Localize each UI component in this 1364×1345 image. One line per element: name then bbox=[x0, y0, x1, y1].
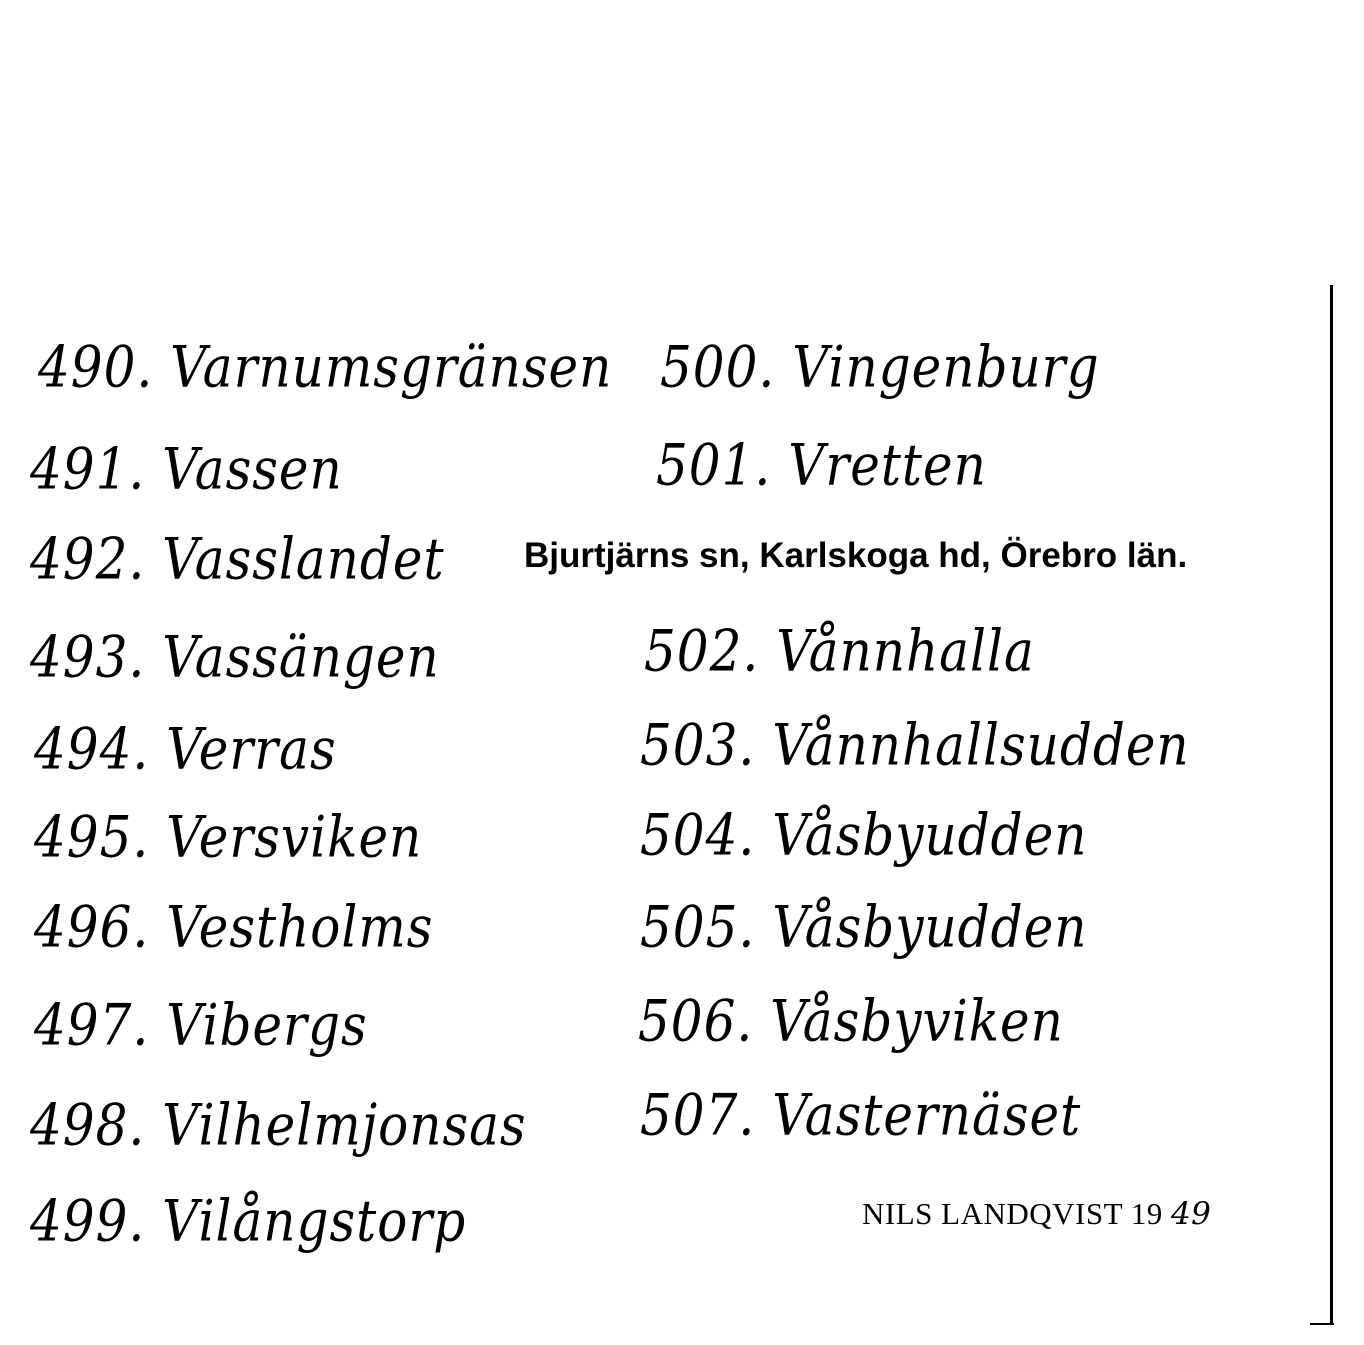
entry-number: 496. bbox=[34, 893, 150, 961]
collector-name: NILS LANDQVIST 19 bbox=[862, 1196, 1163, 1231]
list-item bbox=[34, 893, 434, 961]
place-name: Våsbyudden bbox=[772, 801, 1088, 869]
place-name: Vånnhallsudden bbox=[772, 711, 1190, 779]
list-item bbox=[30, 623, 440, 691]
place-name: Vilångstorp bbox=[162, 1187, 467, 1255]
list-item bbox=[34, 715, 337, 783]
entry-number: 500. bbox=[660, 333, 776, 401]
entry-number: 491. bbox=[30, 435, 146, 503]
list-item bbox=[660, 333, 1100, 401]
place-name: Våsbyudden bbox=[772, 893, 1088, 961]
card-edge-line bbox=[1330, 285, 1333, 1325]
entry-number: 497. bbox=[34, 991, 150, 1059]
entry-number: 501. bbox=[656, 431, 772, 499]
place-name: Vilhelmjonsas bbox=[162, 1091, 527, 1159]
list-item bbox=[30, 1187, 467, 1255]
list-item bbox=[656, 431, 987, 499]
card-corner-mark bbox=[1310, 1323, 1334, 1325]
list-item bbox=[644, 617, 1035, 685]
list-item bbox=[34, 803, 423, 871]
entry-number: 495. bbox=[34, 803, 150, 871]
place-name: Vestholms bbox=[166, 893, 434, 961]
entry-number: 494. bbox=[34, 715, 150, 783]
list-item bbox=[38, 333, 613, 401]
place-name: Våsbyviken bbox=[770, 987, 1064, 1055]
entry-number: 499. bbox=[30, 1187, 146, 1255]
entry-number: 490. bbox=[38, 333, 154, 401]
list-item bbox=[638, 987, 1064, 1055]
place-name: Vibergs bbox=[166, 991, 368, 1059]
place-name: Vånnhalla bbox=[776, 617, 1035, 685]
place-name: Vasslandet bbox=[162, 525, 445, 593]
entry-number: 505. bbox=[640, 893, 756, 961]
place-name: Vassen bbox=[162, 435, 343, 503]
collection-year: 49 bbox=[1170, 1196, 1212, 1232]
list-item bbox=[34, 991, 368, 1059]
entry-number: 506. bbox=[638, 987, 754, 1055]
place-name: Vingenburg bbox=[792, 333, 1100, 401]
entry-number: 502. bbox=[644, 617, 760, 685]
place-name: Vassängen bbox=[162, 623, 440, 691]
place-name: Vasternäset bbox=[772, 1081, 1082, 1149]
place-name: Vretten bbox=[788, 431, 987, 499]
list-item bbox=[640, 711, 1190, 779]
list-item bbox=[30, 435, 343, 503]
entry-number: 498. bbox=[30, 1091, 146, 1159]
list-item bbox=[30, 1091, 527, 1159]
entry-number: 493. bbox=[30, 623, 146, 691]
list-item bbox=[30, 525, 445, 593]
place-name: Verras bbox=[166, 715, 337, 783]
entry-number: 507. bbox=[640, 1081, 756, 1149]
entry-number: 504. bbox=[640, 801, 756, 869]
place-name: Varnumsgränsen bbox=[170, 333, 613, 401]
list-item bbox=[640, 893, 1088, 961]
entry-number: 503. bbox=[640, 711, 756, 779]
collector-signature bbox=[862, 1198, 1211, 1230]
list-item bbox=[640, 801, 1088, 869]
place-name: Versviken bbox=[166, 803, 423, 871]
entry-number: 492. bbox=[30, 525, 146, 593]
list-item bbox=[640, 1081, 1082, 1149]
parish-district-label: Bjurtjärns sn, Karlskoga hd, Örebro län. bbox=[524, 536, 1188, 575]
